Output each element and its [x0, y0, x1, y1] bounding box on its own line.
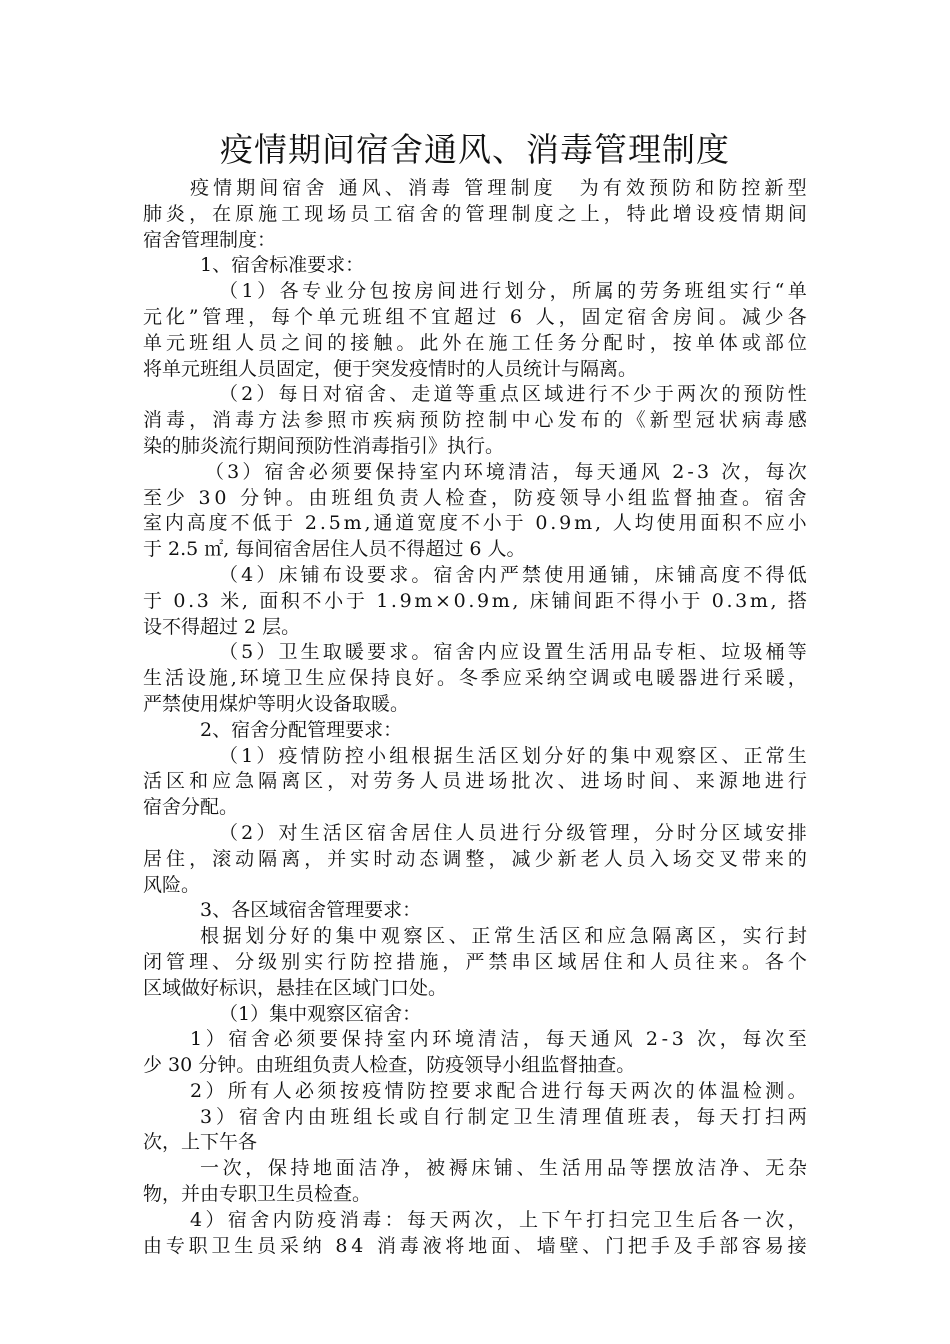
text-line: （ 1 ） 疫 情 防 控 小 组 根 据 生 活 区 划 分 好 的 集 中 观 察 区 、 正 常 生 [219, 744, 807, 767]
document-body [143, 176, 807, 1259]
text-line: 消 毒 ， 消 毒 方 法 参 照 市 疾 病 预 防 控 制 中 心 发 布 的 《 新 型 冠 状 病 毒 感 [143, 409, 807, 432]
text-line: 由 专 职 卫 生 员 采 纳 8 4 消 毒 液 将 地 面 、 墙 壁 、 门 把 手 及 手 部 容 易 接 [143, 1234, 807, 1257]
text-line: 将单元班组人员固定，便于突发疫情时的人员统计与隔离。 [143, 357, 638, 380]
text-line: 一 次 ， 保 持 地 面 洁 净 ， 被 褥 床 铺 、 生 活 用 品 等 摆 放 洁 净 、 无 杂 [200, 1157, 807, 1180]
text-line: （ 2 ） 对 生 活 区 宿 舍 居 住 人 员 进 行 分 级 管 理 ， 分 时 分 区 域 安 排 [219, 821, 807, 844]
text-line: （ 3 ） 宿 舍 必 须 要 保 持 室 内 环 境 清 洁 ， 每 天 通 风 2 - 3 次 ， 每 次 [205, 460, 807, 483]
text-line: 严禁使用煤炉等明火设备取暖。 [143, 692, 410, 715]
text-line: 于 0 . 3 米 , 面 积 不 小 于 1 . 9 m × 0 . 9 m , 床 铺 间 距 不 得 小 于 0 . 3 m , 搭 [143, 589, 807, 612]
text-line: （1）集中观察区宿舍： [219, 1002, 422, 1025]
text-line: 元 化 ” 管 理 ， 每 个 单 元 班 组 不 宜 超 过 6 人 ， 固 定 宿 舍 房 间 。 减 少 各 [143, 305, 807, 328]
text-line: 2 ） 所 有 人 必 须 按 疫 情 防 控 要 求 配 合 进 行 每 天 两 次 的 体 温 检 测 。 [190, 1079, 807, 1102]
text-line: 2、宿舍分配管理要求： [200, 718, 403, 741]
text-line: 风险。 [143, 873, 201, 896]
text-line: 室 内 高 度 不 低 于 2 . 5 m , 通 道 宽 度 不 小 于 0 . 9 m , 人 均 使 用 面 积 不 应 小 [143, 512, 807, 535]
text-line: 生 活 设 施 , 环 境 卫 生 应 保 持 良 好 。 冬 季 应 采 纳 空 调 或 电 暖 器 进 行 采 暖 ， [143, 667, 807, 690]
document-title: 疫情期间宿舍通风、消毒管理制度 [220, 130, 730, 169]
text-line: 次，上下午各 [143, 1131, 258, 1154]
text-line: 染的肺炎流行期间预防性消毒指引》执行。 [143, 434, 505, 457]
text-line: 区域做好标识，悬挂在区域门口处。 [143, 976, 448, 999]
text-line: （ 5 ） 卫 生 取 暖 要 求 。 宿 舍 内 应 设 置 生 活 用 品 专 柜 、 垃 圾 桶 等 [219, 641, 807, 664]
text-line: 3 ） 宿 舍 内 由 班 组 长 或 自 行 制 定 卫 生 清 理 值 班 表 ， 每 天 打 扫 两 [200, 1105, 807, 1128]
text-line: 1 ） 宿 舍 必 须 要 保 持 室 内 环 境 清 洁 ， 每 天 通 风 2 - 3 次 ， 每 次 至 [190, 1028, 807, 1051]
text-line: 活 区 和 应 急 隔 离 区 ， 对 劳 务 人 员 进 场 批 次 、 进 场 时 间 、 来 源 地 进 行 [143, 770, 807, 793]
text-line: （ 2 ） 每 日 对 宿 舍 、 走 道 等 重 点 区 域 进 行 不 少 于 两 次 的 预 防 性 [219, 383, 807, 406]
text-line: （ 1 ） 各 专 业 分 包 按 房 间 进 行 划 分 ， 所 属 的 劳 务 班 组 实 行 “ 单 [219, 280, 807, 303]
text-line: 疫 情 期 间 宿 舍 通 风 、 消 毒 管 理 制 度 为 有 效 预 防 和 防 控 新 型 [190, 177, 807, 199]
text-line: 设不得超过 2 层。 [143, 615, 301, 638]
text-line: 至 少 3 0 分 钟 。 由 班 组 负 责 人 检 查 ， 防 疫 领 导 小 组 监 督 抽 查 。 宿 舍 [143, 486, 807, 509]
text-line: 宿舍分配。 [143, 796, 239, 819]
text-line: 于 2.5 ㎡, 每间宿舍居住人员不得超过 6 人。 [143, 538, 526, 561]
text-line: 单 元 班 组 人 员 之 间 的 接 触 。 此 外 在 施 工 任 务 分 配 时 ， 按 单 体 或 部 位 [143, 331, 807, 354]
text-line: 根 据 划 分 好 的 集 中 观 察 区 、 正 常 生 活 区 和 应 急 隔 离 区 ， 实 行 封 [200, 925, 807, 948]
text-line: （ 4 ） 床 铺 布 设 要 求 。 宿 舍 内 严 禁 使 用 通 铺 ， 床 铺 高 度 不 得 低 [219, 563, 807, 586]
text-line: 少 30 分钟。由班组负责人检查，防疫领导小组监督抽查。 [143, 1054, 636, 1077]
text-line: 4 ） 宿 舍 内 防 疫 消 毒 ： 每 天 两 次 ， 上 下 午 打 扫 完 卫 生 后 各 一 次 ， [190, 1208, 807, 1231]
text-line: 宿舍管理制度： [143, 228, 277, 251]
text-line: 居 住 ， 滚 动 隔 离 ， 并 实 时 动 态 调 整 ， 减 少 新 老 人 员 入 场 交 叉 带 来 的 [143, 847, 807, 870]
text-line: 闭 管 理 、 分 级 别 实 行 防 控 措 施 ， 严 禁 串 区 域 居 住 和 人 员 往 来 。 各 个 [143, 950, 807, 973]
text-line: 肺 炎 ， 在 原 施 工 现 场 员 工 宿 舍 的 管 理 制 度 之 上 ， 特 此 增 设 疫 情 期 间 [143, 202, 807, 225]
text-line: 物，并由专职卫生员检查。 [143, 1183, 372, 1206]
text-line: 3、各区域宿舍管理要求： [200, 899, 422, 922]
text-line: 1、宿舍标准要求： [200, 254, 365, 277]
